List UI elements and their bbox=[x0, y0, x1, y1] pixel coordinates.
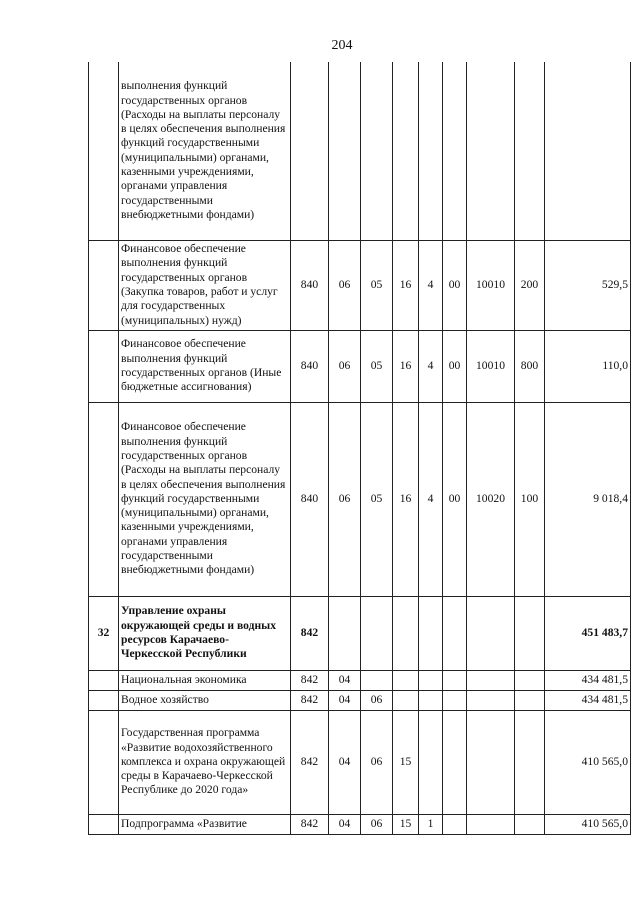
direction-code: 00 bbox=[443, 402, 467, 596]
subprogram-code bbox=[419, 670, 443, 690]
expense-type-code: 800 bbox=[515, 330, 545, 402]
ministry-code: 842 bbox=[291, 710, 329, 814]
table-row bbox=[89, 596, 631, 670]
section-code bbox=[329, 596, 361, 670]
row-index bbox=[89, 402, 119, 596]
row-index bbox=[89, 710, 119, 814]
section-code: 06 bbox=[329, 330, 361, 402]
target-article-code bbox=[467, 814, 515, 834]
program-code: 16 bbox=[393, 240, 419, 330]
expense-type-code bbox=[515, 690, 545, 710]
ministry-code: 840 bbox=[291, 240, 329, 330]
program-code bbox=[393, 62, 419, 240]
section-code: 04 bbox=[329, 710, 361, 814]
expense-type-code bbox=[515, 814, 545, 834]
subsection-code bbox=[361, 670, 393, 690]
direction-code bbox=[443, 710, 467, 814]
expense-type-code bbox=[515, 710, 545, 814]
direction-code: 00 bbox=[443, 330, 467, 402]
target-article-code: 10010 bbox=[467, 240, 515, 330]
subprogram-code bbox=[419, 596, 443, 670]
amount: 434 481,5 bbox=[545, 670, 631, 690]
program-code bbox=[393, 596, 419, 670]
subsection-code: 05 bbox=[361, 402, 393, 596]
subprogram-code: 1 bbox=[419, 814, 443, 834]
target-article-code bbox=[467, 596, 515, 670]
row-index bbox=[89, 670, 119, 690]
ministry-code: 842 bbox=[291, 814, 329, 834]
row-name: Финансовое обеспечение выполнения функций государственных органов (Расходы на выплаты персоналу в целях обеспечения выполнения функций государственными (муниципальными) органами, казенными учреждениями, органами управления государственными внебюджетными фондами) bbox=[119, 402, 291, 596]
row-index bbox=[89, 62, 119, 240]
program-code: 16 bbox=[393, 402, 419, 596]
row-name: выполнения функций государственных органов (Расходы на выплаты персоналу в целях обеспечения выполнения функций государственными (муниципальными) органами, казенными учреждениями, органами управления государственными внебюджетными фондами) bbox=[119, 62, 291, 240]
direction-code bbox=[443, 62, 467, 240]
amount: 434 481,5 bbox=[545, 690, 631, 710]
row-index bbox=[89, 330, 119, 402]
subprogram-code bbox=[419, 690, 443, 710]
amount: 9 018,4 bbox=[545, 402, 631, 596]
expense-type-code bbox=[515, 670, 545, 690]
direction-code bbox=[443, 596, 467, 670]
table-row bbox=[89, 330, 631, 402]
direction-code bbox=[443, 670, 467, 690]
target-article-code bbox=[467, 710, 515, 814]
row-name: Государственная программа «Развитие водохозяйственного комплекса и охрана окружающей среды в Карачаево-Черкесской Республике до 2020 года» bbox=[119, 710, 291, 814]
section-code bbox=[329, 62, 361, 240]
target-article-code bbox=[467, 670, 515, 690]
direction-code bbox=[443, 814, 467, 834]
expense-type-code bbox=[515, 596, 545, 670]
target-article-code bbox=[467, 62, 515, 240]
row-name: Подпрограмма «Развитие bbox=[119, 814, 291, 834]
target-article-code bbox=[467, 690, 515, 710]
expense-type-code: 100 bbox=[515, 402, 545, 596]
table-row bbox=[89, 402, 631, 596]
subprogram-code bbox=[419, 62, 443, 240]
row-name: Финансовое обеспечение выполнения функций государственных органов (Иные бюджетные ассигнования) bbox=[119, 330, 291, 402]
row-index bbox=[89, 240, 119, 330]
table-row bbox=[89, 62, 631, 240]
budget-table bbox=[88, 62, 631, 835]
expense-type-code bbox=[515, 62, 545, 240]
subsection-code: 06 bbox=[361, 710, 393, 814]
table-row bbox=[89, 710, 631, 814]
ministry-code: 842 bbox=[291, 670, 329, 690]
table-row bbox=[89, 814, 631, 834]
subsection-code bbox=[361, 596, 393, 670]
target-article-code: 10020 bbox=[467, 402, 515, 596]
section-code: 04 bbox=[329, 814, 361, 834]
target-article-code: 10010 bbox=[467, 330, 515, 402]
ministry-code: 840 bbox=[291, 402, 329, 596]
section-code: 06 bbox=[329, 240, 361, 330]
ministry-code: 842 bbox=[291, 596, 329, 670]
page-number: 204 bbox=[331, 38, 353, 53]
subprogram-code: 4 bbox=[419, 240, 443, 330]
program-code: 15 bbox=[393, 814, 419, 834]
subsection-code: 05 bbox=[361, 240, 393, 330]
program-code bbox=[393, 690, 419, 710]
ministry-code bbox=[291, 62, 329, 240]
subprogram-code bbox=[419, 710, 443, 814]
row-name: Управление охраны окружающей среды и водных ресурсов Карачаево-Черкесской Республики bbox=[119, 596, 291, 670]
amount: 110,0 bbox=[545, 330, 631, 402]
amount: 410 565,0 bbox=[545, 814, 631, 834]
table-row bbox=[89, 240, 631, 330]
expense-type-code: 200 bbox=[515, 240, 545, 330]
row-index: 32 bbox=[89, 596, 119, 670]
subsection-code bbox=[361, 62, 393, 240]
amount bbox=[545, 62, 631, 240]
ministry-code: 840 bbox=[291, 330, 329, 402]
row-index bbox=[89, 690, 119, 710]
table-row bbox=[89, 690, 631, 710]
subsection-code: 06 bbox=[361, 814, 393, 834]
program-code bbox=[393, 670, 419, 690]
amount: 410 565,0 bbox=[545, 710, 631, 814]
ministry-code: 842 bbox=[291, 690, 329, 710]
section-code: 06 bbox=[329, 402, 361, 596]
table-body bbox=[89, 62, 631, 834]
row-name: Финансовое обеспечение выполнения функций государственных органов (Закупка товаров, работ и услуг для государственных (муниципальных) нужд) bbox=[119, 240, 291, 330]
program-code: 16 bbox=[393, 330, 419, 402]
section-code: 04 bbox=[329, 690, 361, 710]
section-code: 04 bbox=[329, 670, 361, 690]
program-code: 15 bbox=[393, 710, 419, 814]
subsection-code: 05 bbox=[361, 330, 393, 402]
row-name: Водное хозяйство bbox=[119, 690, 291, 710]
direction-code bbox=[443, 690, 467, 710]
subsection-code: 06 bbox=[361, 690, 393, 710]
direction-code: 00 bbox=[443, 240, 467, 330]
row-name: Национальная экономика bbox=[119, 670, 291, 690]
subprogram-code: 4 bbox=[419, 330, 443, 402]
amount: 451 483,7 bbox=[545, 596, 631, 670]
amount: 529,5 bbox=[545, 240, 631, 330]
table-row bbox=[89, 670, 631, 690]
row-index bbox=[89, 814, 119, 834]
subprogram-code: 4 bbox=[419, 402, 443, 596]
